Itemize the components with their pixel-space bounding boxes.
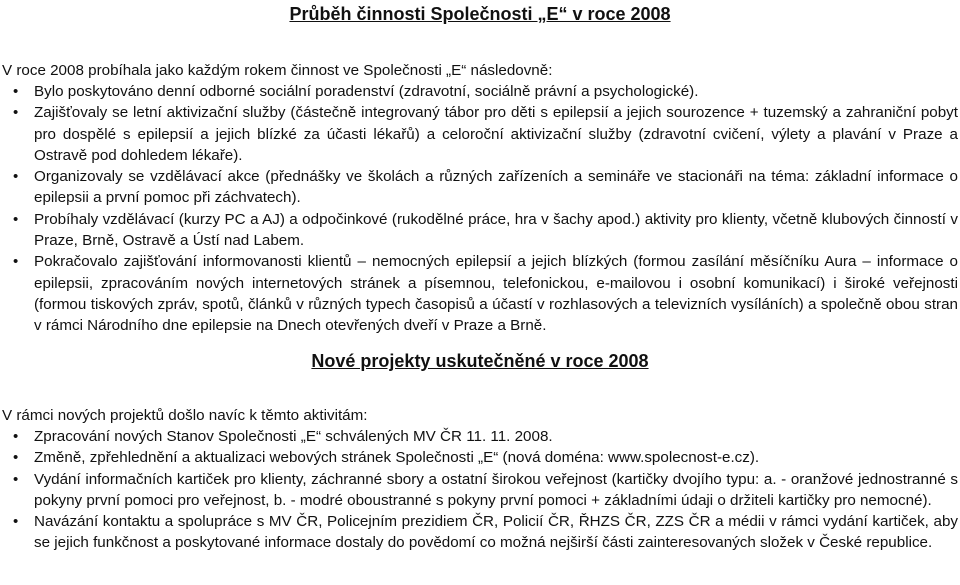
- list-item: [0, 447, 958, 468]
- list-item-text: Probíhaly vzdělávací (kurzy PC a AJ) a odpočinkové (rukodělné práce, hra v šachy apod.) aktivity pro klienty, včetně klubových činností v Praze, Brně, Ostravě a Ústí nad Labem.: [34, 210, 958, 250]
- new-projects-list: [0, 426, 958, 554]
- list-item-text: Vydání informačních kartiček pro klienty, záchranné sbory a ostatní širokou veřejnost (kartičky dvojího typu: a. - oranžové jednostranné s pokyny první pomoci pro veřejnost, b. - modré oboustranné s pokyny první pomoci + základními údaji o držiteli kartičky pro nemocné).: [34, 470, 958, 509]
- list-item-text: Navázání kontaktu a spolupráce s MV ČR, Policejním prezidiem ČR, Policií ČR, ŘHZS ČR, ZZS ČR a médii v rámci vydání kartiček, aby se jejich funkčnost a poskytované informace dostaly do povědomí co možná nejširší části zainteresovaných složek v České republice.: [34, 513, 958, 552]
- bullet-icon: •: [13, 449, 19, 467]
- bullet-icon: •: [13, 253, 19, 271]
- list-item-text: Pokračovalo zajišťování informovanosti klientů – nemocných epilepsií a jejich blízkých (formou zasílání měsíčníku Aura – informace o epilepsii, zpracováním nových internetových stránek a písemnou, telefonickou, e-mailovou i osobní komunikací) i široké veřejnosti (formou tiskových zpráv, spotů, článků v různých typech časopisů a účastí v rozhlasových a televizních vysíláních) a společně obou stran v rámci Národního dne epilepsie na Dnech otevřených dveří v Praze a Brně.: [34, 253, 958, 335]
- list-item-text: Organizovaly se vzdělávací akce (přednášky ve školách a různých zařízeních a semináře ve stacionáři na téma: základní informace o epilepsii a první pomoc při záchvatech).: [34, 168, 958, 207]
- list-item: [0, 251, 958, 336]
- list-item: [0, 81, 958, 102]
- bullet-icon: •: [13, 470, 19, 488]
- bullet-icon: •: [13, 428, 19, 445]
- list-item-text: Zpracování nových Stanov Společnosti „E“ schválených MV ČR 11. 11. 2008.: [34, 428, 553, 445]
- list-item: [0, 426, 958, 447]
- list-item-text: Zajišťovaly se letní aktivizační služby (částečně integrovaný tábor pro děti s epilepsií a jejich sourozence + tuzemský a zahraniční pobyt pro dospělé s epilepsií a jejich blízké za účasti lékařů) a celoroční aktivizační služby (zdravotní cvičení, výlety a plavání v Praze a Ostravě pod dohledem lékaře).: [34, 104, 958, 164]
- new-projects-intro: V rámci nových projektů došlo navíc k těmto aktivitám:: [2, 407, 368, 424]
- section-title-new-projects: Nové projekty uskutečněné v roce 2008: [311, 351, 649, 371]
- activities-list: [0, 81, 958, 337]
- list-item: [0, 511, 958, 554]
- bullet-icon: •: [13, 168, 19, 186]
- list-item: [0, 102, 958, 166]
- bullet-icon: •: [13, 513, 19, 531]
- list-item-text: Změně, zpřehlednění a aktualizaci webových stránek Společnosti „E“ (nová doména: www.spolecnost-e.cz).: [34, 449, 760, 467]
- section-title-activities: Průběh činnosti Společnosti „E“ v roce 2008: [289, 4, 671, 24]
- bullet-icon: •: [13, 104, 19, 122]
- bullet-icon: •: [13, 83, 19, 100]
- activities-intro: V roce 2008 probíhala jako každým rokem činnost ve Společnosti „E“ následovně:: [2, 62, 553, 79]
- list-item: [0, 166, 958, 209]
- list-item: [0, 469, 958, 512]
- list-item-text: Bylo poskytováno denní odborné sociální poradenství (zdravotní, sociálně právní a psychologické).: [34, 83, 699, 100]
- list-item: [0, 209, 958, 252]
- bullet-icon: •: [13, 210, 19, 228]
